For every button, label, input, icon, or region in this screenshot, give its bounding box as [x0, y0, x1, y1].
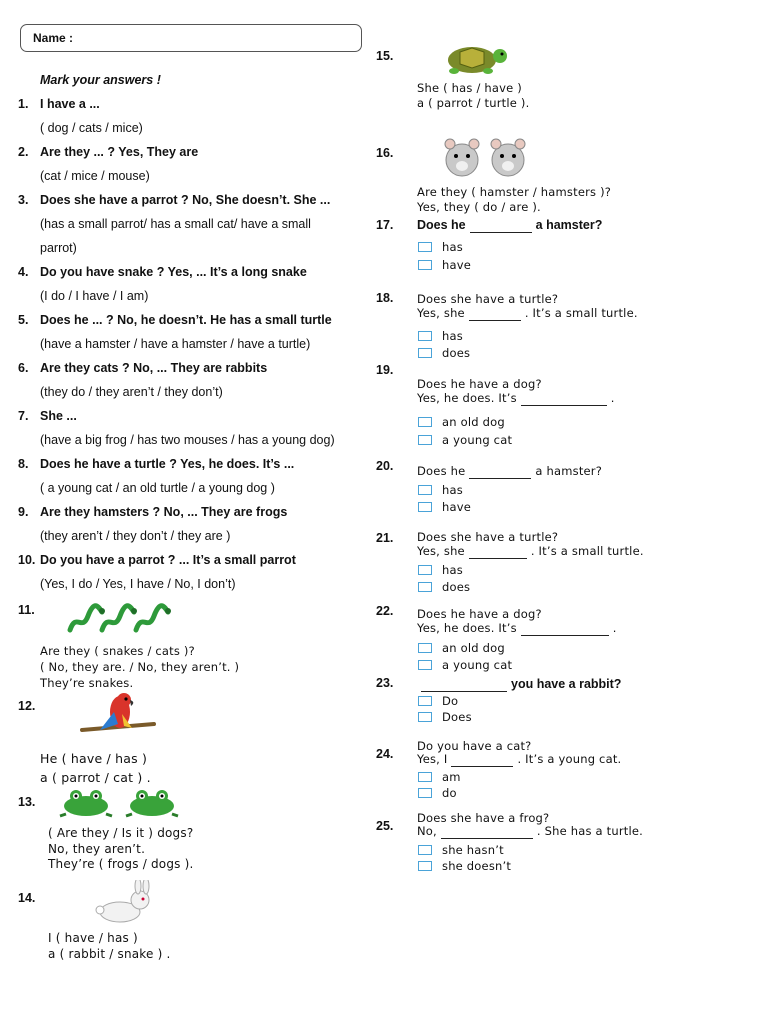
answer-checkbox[interactable]	[418, 502, 432, 512]
answer-option-label: does	[442, 580, 471, 594]
answer-options: ( a young cat / an old turtle / a young dog )	[40, 481, 275, 495]
answer-options: (Yes, I do / Yes, I have / No, I don’t)	[40, 577, 236, 591]
question-text: Does he have a dog?	[417, 377, 542, 391]
answer-checkbox[interactable]	[418, 660, 432, 670]
question-text: Are they hamsters ? No, ... They are frogs	[40, 505, 288, 519]
answer-option-label: a young cat	[442, 658, 513, 672]
answer-prefix: Yes, she	[417, 544, 465, 558]
q16-line: Are they ( hamster / hamsters )?	[417, 185, 612, 199]
q14-text	[48, 930, 171, 962]
answer-options: (I do / I have / I am)	[40, 289, 149, 303]
q15-text	[417, 81, 529, 111]
answer-option-label: Do	[442, 694, 459, 708]
question-text: Do you have snake ? Yes, ... It’s a long snake	[40, 265, 307, 279]
answer-option-label: a young cat	[442, 433, 513, 447]
answer-blank[interactable]	[469, 306, 521, 321]
question-number: 15.	[376, 49, 394, 63]
answer-checkbox[interactable]	[418, 788, 432, 798]
parrot-icon	[78, 690, 158, 738]
q13-text	[48, 826, 194, 873]
q12-line: a ( parrot / cat ) .	[40, 770, 151, 785]
question-number: 6.	[18, 361, 29, 375]
answer-checkbox[interactable]	[418, 331, 432, 341]
answer-prefix: Yes, he does. It’s	[417, 391, 517, 405]
question-number: 12.	[18, 699, 36, 713]
answer-prefix: Yes, I	[417, 752, 448, 766]
question-text: Does she have a frog?	[417, 811, 550, 825]
q16-text	[417, 185, 611, 215]
snakes-icon	[66, 602, 174, 636]
answer-options: (have a hamster / have a hamster / have a turtle)	[40, 337, 311, 351]
answer-option-label: she hasn’t	[442, 843, 504, 857]
question-text: Does she have a turtle?	[417, 292, 559, 306]
q15-line: a ( parrot / turtle ).	[417, 96, 530, 110]
answer-checkbox[interactable]	[418, 242, 432, 252]
answer-checkbox[interactable]	[418, 643, 432, 653]
name-field[interactable]	[20, 24, 362, 52]
answer-blank[interactable]	[469, 544, 527, 559]
question-number: 22.	[376, 604, 394, 618]
question-number: 16.	[376, 146, 394, 160]
answer-checkbox[interactable]	[418, 696, 432, 706]
answer-line	[417, 621, 617, 636]
q13-line: ( Are they / Is it ) dogs?	[48, 826, 194, 840]
answer-checkbox[interactable]	[418, 435, 432, 445]
question-text: Do you have a cat?	[417, 739, 532, 753]
answer-checkbox[interactable]	[418, 845, 432, 855]
answer-suffix: . She has a turtle.	[536, 824, 643, 838]
question-text: Does she have a turtle?	[417, 530, 559, 544]
answer-line	[417, 824, 643, 839]
answer-suffix: .	[612, 621, 617, 635]
answer-option-label: she doesn’t	[442, 859, 512, 873]
question-text: Are they ... ? Yes, They are	[40, 145, 199, 159]
answer-options: (they aren’t / they don’t / they are )	[40, 529, 231, 543]
frogs-icon	[56, 788, 184, 818]
question-text	[417, 677, 621, 692]
answer-blank[interactable]	[470, 218, 532, 233]
question-number: 4.	[18, 265, 29, 279]
answer-blank[interactable]	[441, 824, 533, 839]
answer-checkbox[interactable]	[418, 485, 432, 495]
question-text: Do you have a parrot ? ... It’s a small parrot	[40, 553, 296, 567]
answer-checkbox[interactable]	[418, 260, 432, 270]
question-number: 25.	[376, 819, 394, 833]
answer-option-label: do	[442, 786, 457, 800]
answer-options: ( dog / cats / mice)	[40, 121, 143, 135]
q14-line: a ( rabbit / snake ) .	[48, 947, 171, 961]
question-prefix: Does he	[417, 464, 466, 478]
answer-option-label: has	[442, 563, 463, 577]
q15-line: She ( has / have )	[417, 81, 522, 95]
question-number: 23.	[376, 676, 394, 690]
answer-options: (have a big frog / has two mouses / has a young dog)	[40, 433, 335, 447]
question-text: She ...	[40, 409, 77, 423]
q11-line: Are they ( snakes / cats )?	[40, 644, 195, 658]
answer-options: (has a small parrot/ has a small cat/ have a small	[40, 217, 311, 231]
question-number: 1.	[18, 97, 29, 111]
answer-checkbox[interactable]	[418, 712, 432, 722]
question-number: 8.	[18, 457, 29, 471]
answer-blank[interactable]	[451, 752, 513, 767]
answer-blank[interactable]	[521, 391, 607, 406]
question-text: Does he have a turtle ? Yes, he does. It’s ...	[40, 457, 295, 471]
answer-prefix: No,	[417, 824, 437, 838]
question-number: 14.	[18, 891, 36, 905]
question-number: 20.	[376, 459, 394, 473]
answer-option-label: have	[442, 500, 472, 514]
answer-option-label: has	[442, 483, 463, 497]
turtle-icon	[440, 40, 510, 76]
q12-text	[40, 749, 151, 787]
question-text: Does she have a parrot ? No, She doesn’t. She ...	[40, 193, 331, 207]
q13-line: They’re ( frogs / dogs ).	[48, 857, 194, 871]
rabbit-icon	[94, 880, 158, 924]
answer-checkbox[interactable]	[418, 417, 432, 427]
answer-options: parrot)	[40, 241, 77, 255]
q11-line: They’re snakes.	[40, 676, 134, 690]
answer-option-label: does	[442, 346, 471, 360]
answer-line	[417, 306, 638, 321]
question-text: Does he ... ? No, he doesn’t. He has a small turtle	[40, 313, 332, 327]
q11-text	[40, 643, 239, 691]
q13-line: No, they aren’t.	[48, 841, 146, 856]
q11-line: ( No, they are. / No, they aren’t. )	[40, 660, 240, 674]
answer-option-label: has	[442, 329, 463, 343]
question-text	[417, 218, 602, 233]
question-number: 19.	[376, 363, 394, 377]
question-number: 18.	[376, 291, 394, 305]
answer-prefix: Yes, he does. It’s	[417, 621, 517, 635]
question-prefix: Does he	[417, 218, 466, 232]
answer-checkbox[interactable]	[418, 582, 432, 592]
hamsters-icon	[440, 136, 532, 178]
question-text: Are they cats ? No, ... They are rabbits	[40, 361, 268, 375]
name-label: Name :	[33, 31, 74, 45]
answer-option-label: an old dog	[442, 415, 505, 429]
answer-blank[interactable]	[421, 677, 507, 692]
q12-line: He ( have / has )	[40, 751, 148, 766]
q14-line: I ( have / has )	[48, 931, 138, 945]
question-number: 24.	[376, 747, 394, 761]
question-suffix: a hamster?	[535, 218, 603, 232]
answer-blank[interactable]	[469, 464, 531, 479]
question-number: 10.	[18, 553, 36, 567]
question-number: 21.	[376, 531, 394, 545]
answer-prefix: Yes, she	[417, 306, 465, 320]
answer-suffix: .	[610, 391, 615, 405]
question-suffix: a hamster?	[535, 464, 603, 478]
answer-option-label: an old dog	[442, 641, 505, 655]
answer-option-label: Does	[442, 710, 472, 724]
answer-options: (cat / mice / mouse)	[40, 169, 150, 183]
answer-suffix: . It’s a small turtle.	[524, 306, 638, 320]
instructions-title: Mark your answers !	[40, 73, 161, 87]
answer-suffix: . It’s a small turtle.	[530, 544, 644, 558]
question-text: Does he have a dog?	[417, 607, 542, 621]
question-text: I have a ...	[40, 97, 100, 111]
answer-suffix: . It’s a young cat.	[517, 752, 622, 766]
question-number: 7.	[18, 409, 29, 423]
answer-line	[417, 391, 615, 406]
answer-blank[interactable]	[521, 621, 609, 636]
answer-options: (they do / they aren’t / they don’t)	[40, 385, 223, 399]
answer-option-label: has	[442, 240, 463, 254]
question-number: 11.	[18, 603, 35, 617]
answer-checkbox[interactable]	[418, 861, 432, 871]
q16-line: Yes, they ( do / are ).	[417, 200, 541, 214]
answer-option-label: have	[442, 258, 472, 272]
answer-checkbox[interactable]	[418, 565, 432, 575]
question-number: 9.	[18, 505, 29, 519]
answer-line	[417, 752, 621, 767]
answer-option-label: am	[442, 770, 461, 784]
answer-checkbox[interactable]	[418, 772, 432, 782]
question-number: 5.	[18, 313, 29, 327]
question-number: 3.	[18, 193, 29, 207]
question-number: 13.	[18, 795, 36, 809]
answer-line	[417, 544, 644, 559]
question-number: 17.	[376, 218, 394, 232]
question-suffix: you have a rabbit?	[511, 677, 622, 691]
question-text	[417, 464, 602, 479]
question-number: 2.	[18, 145, 29, 159]
answer-checkbox[interactable]	[418, 348, 432, 358]
